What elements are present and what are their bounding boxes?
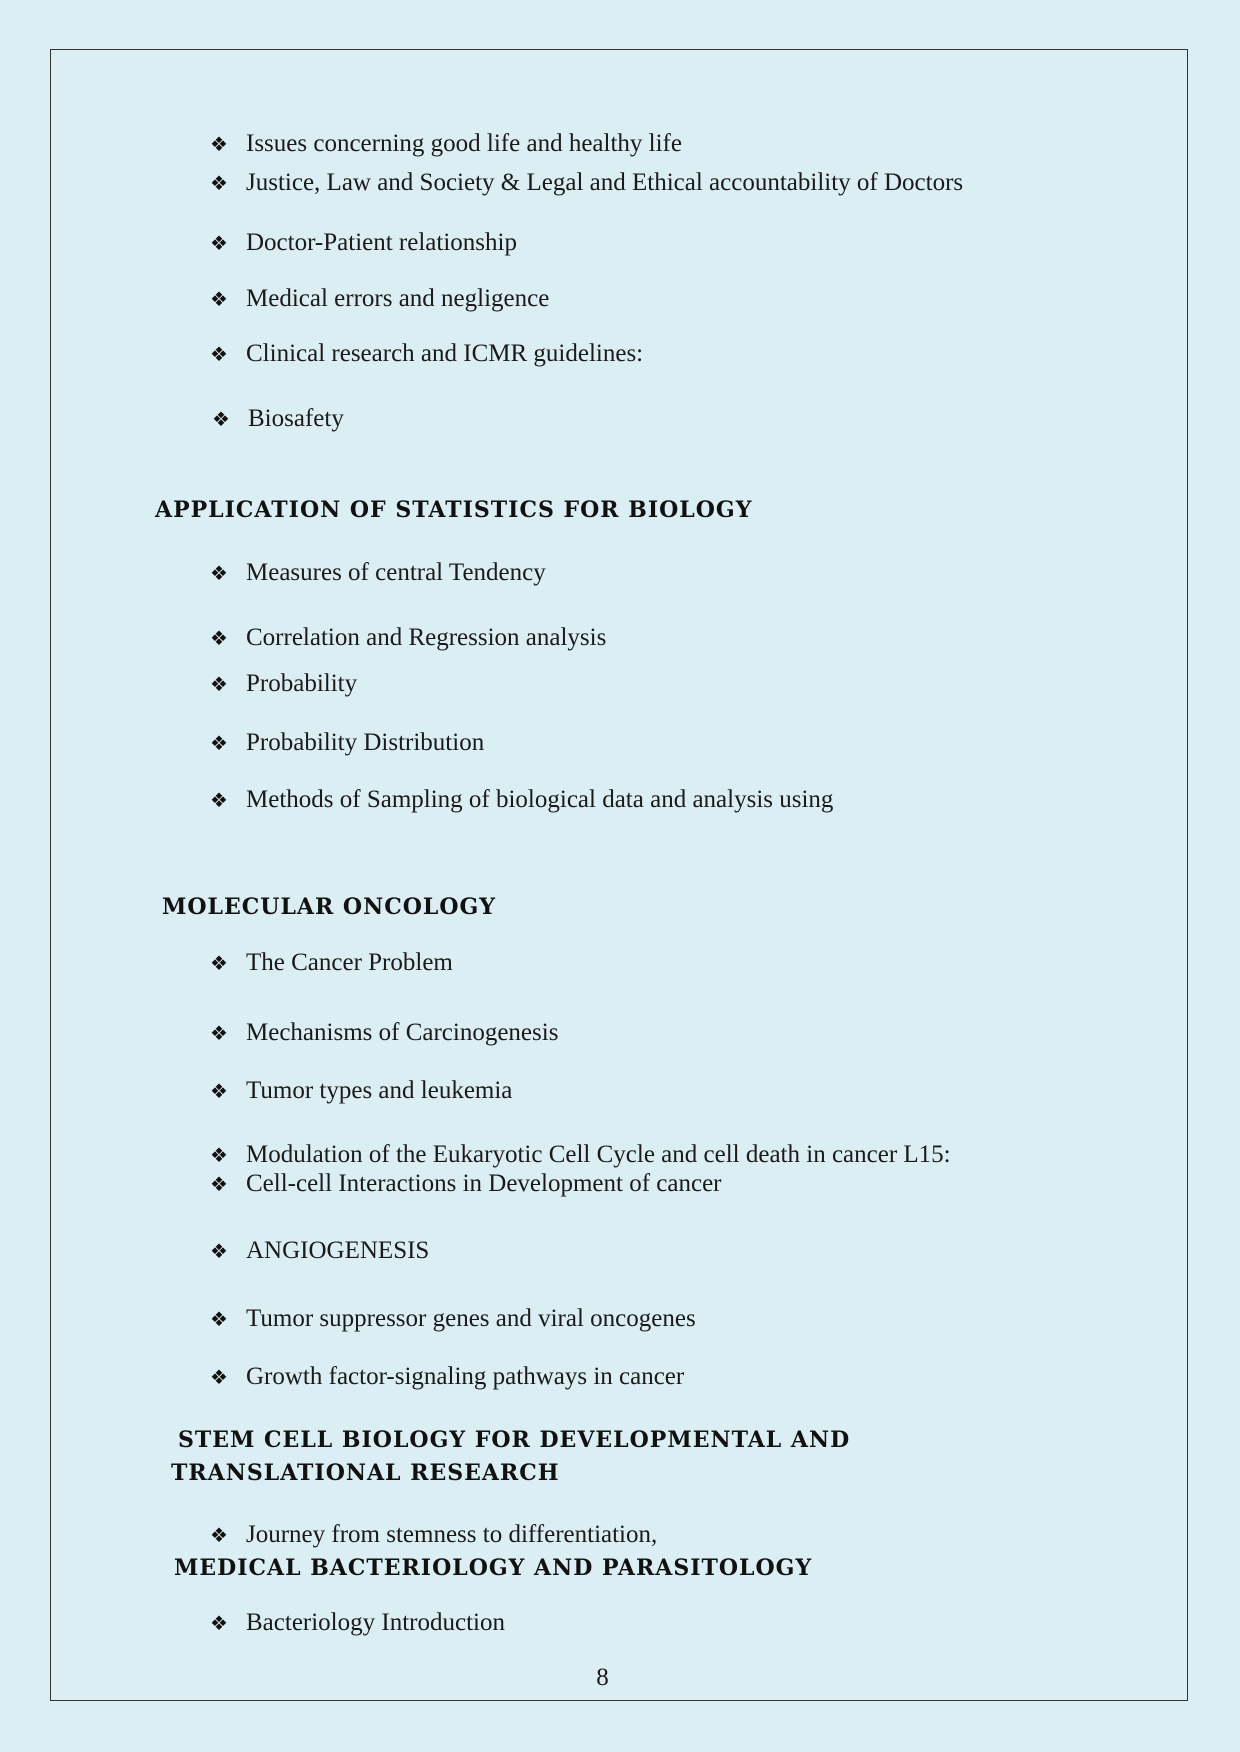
list-item-text: Biosafety <box>248 405 344 432</box>
list-item <box>210 1076 512 1106</box>
diamond-bullet-icon: ❖ <box>210 1523 228 1547</box>
diamond-bullet-icon: ❖ <box>212 407 230 431</box>
diamond-bullet-icon: ❖ <box>210 1143 228 1167</box>
list-item-text: Measures of central Tendency <box>246 559 546 586</box>
diamond-bullet-icon: ❖ <box>210 1172 228 1196</box>
diamond-bullet-icon: ❖ <box>210 1021 228 1045</box>
list-item <box>210 785 833 815</box>
list-item <box>210 129 682 159</box>
list-item <box>210 623 606 653</box>
list-item <box>210 669 357 699</box>
list-item-text: Growth factor-signaling pathways in cancer <box>246 1363 685 1390</box>
list-item-text: Mechanisms of Carcinogenesis <box>246 1019 559 1046</box>
list-item <box>210 948 453 978</box>
list-item-text: Justice, Law and Society & Legal and Ethical accountability of Doctors <box>246 169 964 196</box>
list-item <box>210 1608 505 1638</box>
diamond-bullet-icon: ❖ <box>210 1079 228 1103</box>
list-item-text: Modulation of the Eukaryotic Cell Cycle and cell death in cancer L15: <box>246 1141 951 1168</box>
diamond-bullet-icon: ❖ <box>210 561 228 585</box>
list-item-text: Probability <box>246 670 358 697</box>
list-item <box>210 1362 684 1392</box>
list-item-text: Correlation and Regression analysis <box>246 624 607 651</box>
diamond-bullet-icon: ❖ <box>210 951 228 975</box>
diamond-bullet-icon: ❖ <box>210 1239 228 1263</box>
section-heading-stem-cell-line2: TRANSLATIONAL RESEARCH <box>171 1460 560 1486</box>
list-item <box>210 228 517 258</box>
diamond-bullet-icon: ❖ <box>210 231 228 255</box>
list-item-text: Journey from stemness to differentiation, <box>246 1521 658 1548</box>
list-item-text: Tumor suppressor genes and viral oncogenes <box>246 1305 696 1332</box>
page-number: 8 <box>596 1664 609 1691</box>
list-item <box>210 558 546 588</box>
diamond-bullet-icon: ❖ <box>210 626 228 650</box>
list-item <box>210 1169 722 1199</box>
list-item-text: The Cancer Problem <box>246 949 453 976</box>
list-item <box>210 1520 657 1550</box>
list-item <box>210 728 484 758</box>
list-item-text: Clinical research and ICMR guidelines: <box>246 340 644 367</box>
diamond-bullet-icon: ❖ <box>210 672 228 696</box>
list-item-text: ANGIOGENESIS <box>246 1237 430 1264</box>
list-item <box>210 1140 951 1170</box>
list-item <box>210 1236 429 1266</box>
diamond-bullet-icon: ❖ <box>210 1307 228 1331</box>
list-item <box>210 1018 558 1048</box>
list-item-text: Bacteriology Introduction <box>246 1609 505 1636</box>
section-heading-bacteriology: MEDICAL BACTERIOLOGY AND PARASITOLOGY <box>174 1555 813 1581</box>
list-item <box>212 404 344 434</box>
diamond-bullet-icon: ❖ <box>210 132 228 156</box>
diamond-bullet-icon: ❖ <box>210 731 228 755</box>
section-heading-statistics: APPLICATION OF STATISTICS FOR BIOLOGY <box>155 497 753 523</box>
list-item-text: Probability Distribution <box>246 729 485 756</box>
diamond-bullet-icon: ❖ <box>210 1611 228 1635</box>
list-item-text: Methods of Sampling of biological data and analysis using <box>246 786 834 813</box>
section-heading-oncology: MOLECULAR ONCOLOGY <box>162 894 497 920</box>
diamond-bullet-icon: ❖ <box>210 287 228 311</box>
list-item <box>210 168 963 198</box>
list-item <box>210 284 549 314</box>
list-item-text: Tumor types and leukemia <box>246 1077 513 1104</box>
list-item <box>210 1304 696 1334</box>
diamond-bullet-icon: ❖ <box>210 788 228 812</box>
list-item-text: Medical errors and negligence <box>246 285 550 312</box>
list-item-text: Issues concerning good life and healthy life <box>246 130 682 157</box>
list-item <box>210 339 643 369</box>
list-item-text: Doctor-Patient relationship <box>246 229 517 256</box>
diamond-bullet-icon: ❖ <box>210 342 228 366</box>
list-item-text: Cell-cell Interactions in Development of cancer <box>246 1170 722 1197</box>
diamond-bullet-icon: ❖ <box>210 1365 228 1389</box>
diamond-bullet-icon: ❖ <box>210 171 228 195</box>
section-heading-stem-cell: STEM CELL BIOLOGY FOR DEVELOPMENTAL AND <box>178 1427 851 1453</box>
